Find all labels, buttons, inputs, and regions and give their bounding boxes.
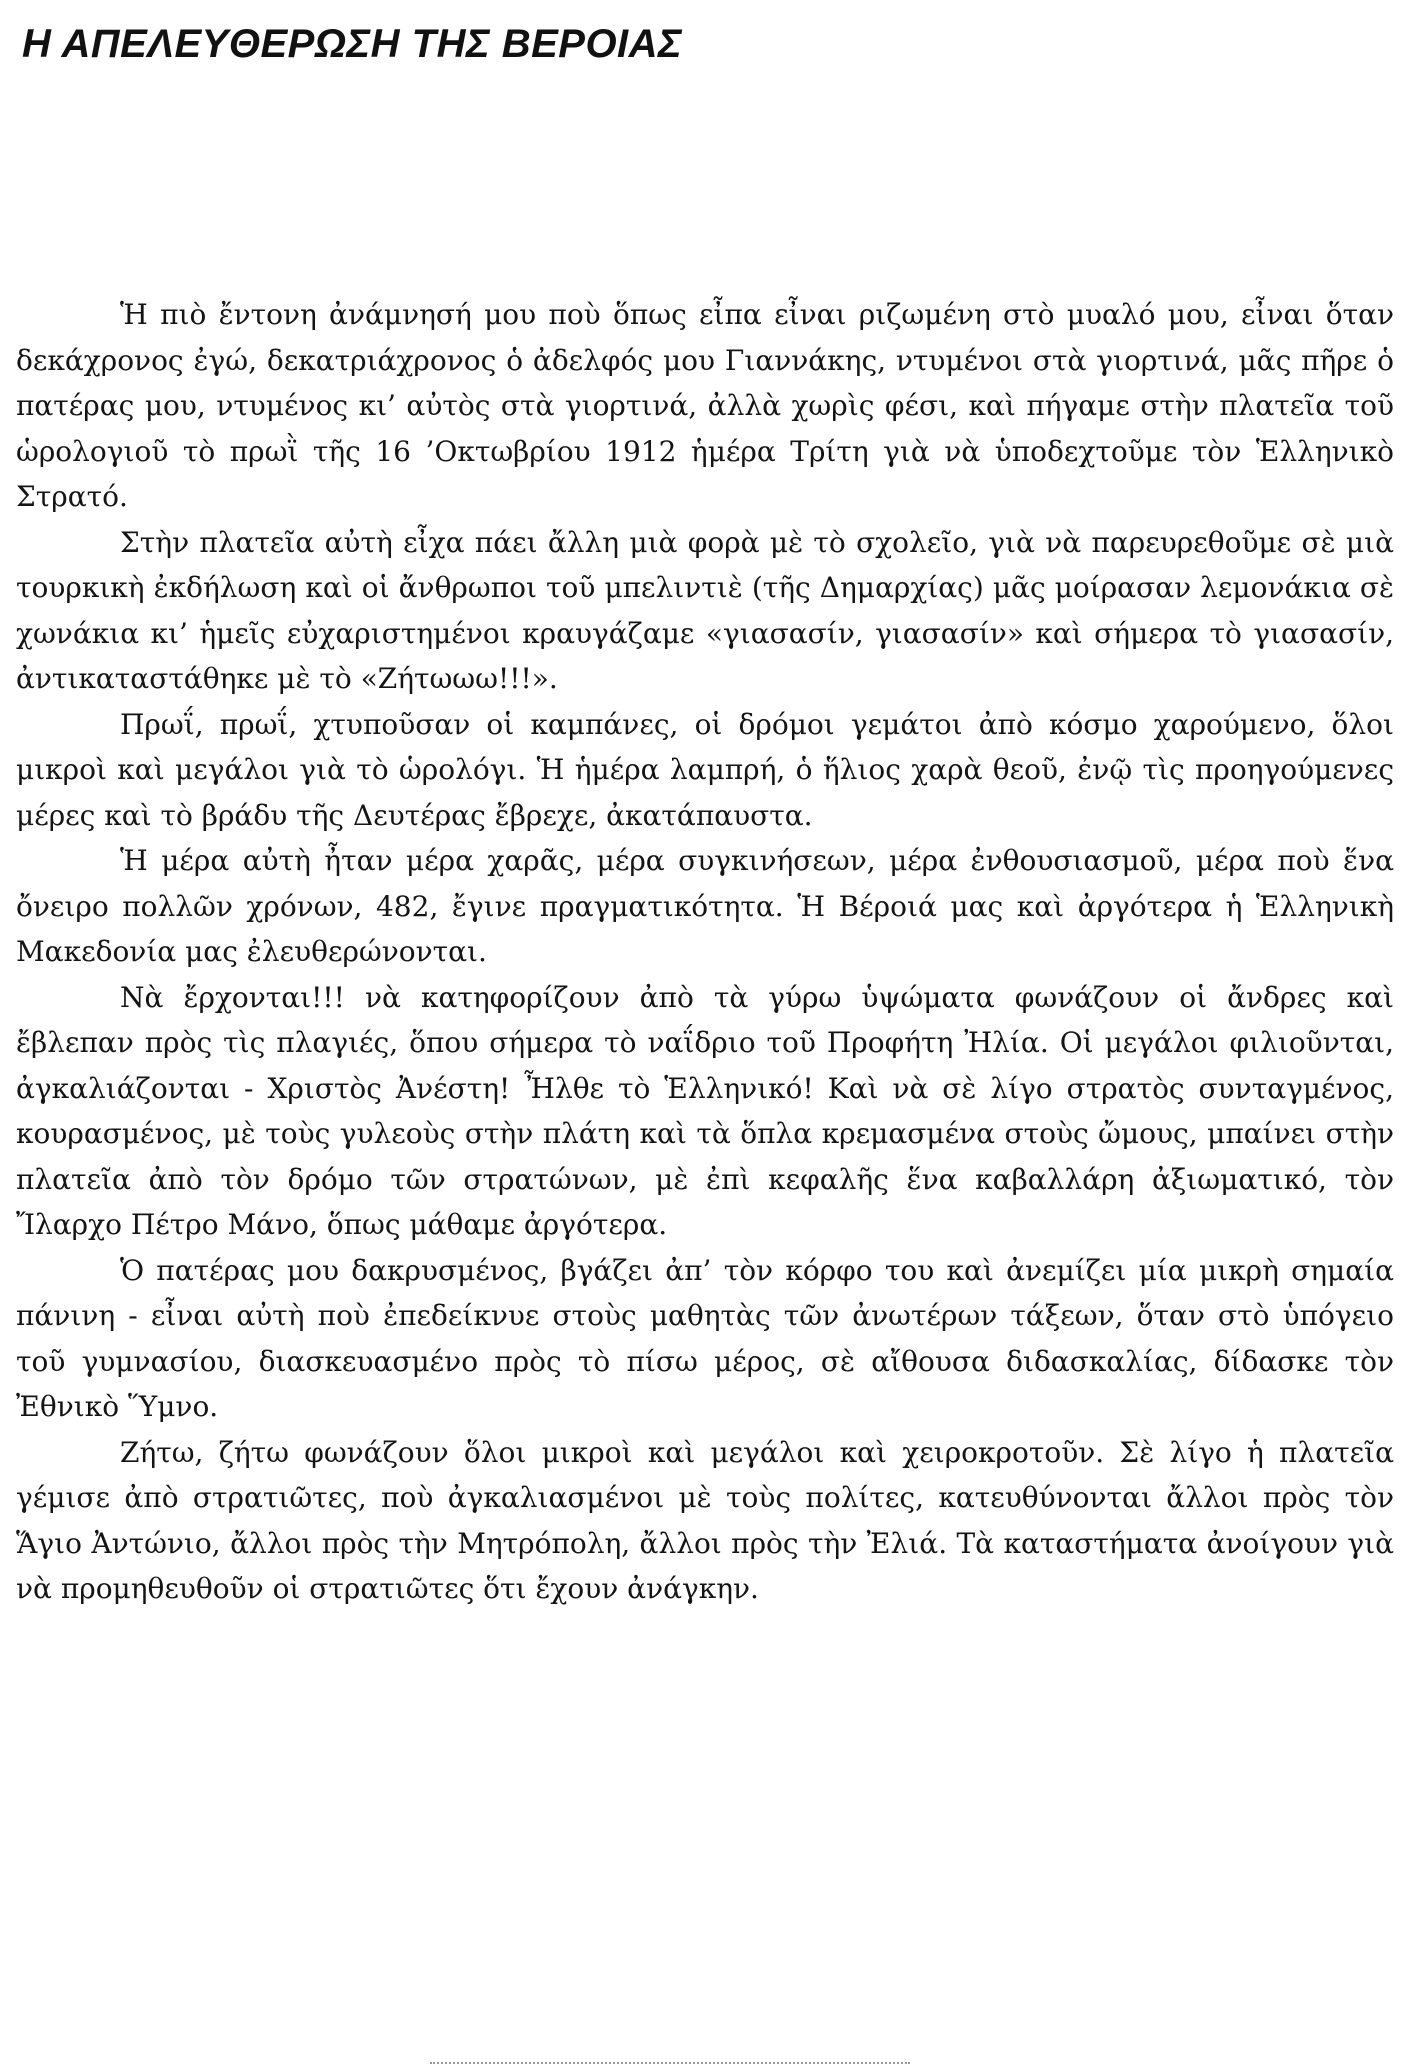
paragraph-6: Ὁ πατέρας μου δακρυσμένος, βγάζει ἀπ’ τὸν κόρφο του καὶ ἀνεμίζει μία μικρὴ σημαία πάνινη - εἶναι αὐτὴ ποὺ ἐπεδείκνυε στοὺς μαθητὰς τῶν ἀνωτέρων τάξεων, ὅταν στὸ ὑπόγειο τοῦ γυμνασίου, διασκευασμένο πρὸς τὸ πίσω μέρος, σὲ αἴθουσα διδασκαλίας, δίδασκε τὸν Ἐθνικὸ Ὕμνο. bbox=[16, 1253, 1394, 1423]
paragraph-2: Στὴν πλατεῖα αὐτὴ εἶχα πάει ἄλλη μιὰ φορὰ μὲ τὸ σχολεῖο, γιὰ νὰ παρευρεθοῦμε σὲ μιὰ τουρκικὴ ἐκδήλωση καὶ οἱ ἄνθρωποι τοῦ μπελιντιὲ (τῆς Δημαρχίας) μᾶς μοίρασαν λεμονάκια σὲ χωνάκια κι’ ἡμεῖς εὐχαριστημένοι κραυγάζαμε «γιασασίν, γιασασίν» καὶ σήμερα τὸ γιασασίν, ἀντικαταστάθηκε μὲ τὸ «Ζήτωωω!!!». bbox=[16, 525, 1394, 695]
page-title: Η ΑΠΕΛΕΥΘΕΡΩΣΗ ΤΗΣ ΒΕΡΟΙΑΣ bbox=[22, 22, 683, 66]
body-text bbox=[16, 292, 1394, 1612]
paragraph-5: Νὰ ἔρχονται!!! νὰ κατηφορίζουν ἀπὸ τὰ γύρω ὑψώματα φωνάζουν οἱ ἄνδρες καὶ ἔβλεπαν πρὸς τὶς πλαγιές, ὅπου σήμερα τὸ ναΐδριο τοῦ Προφήτη Ἠλία. Οἱ μεγάλοι φιλιοῦνται, ἀγκαλιάζονται - Χριστὸς Ἀνέστη! Ἦλθε τὸ Ἑλληνικό! Καὶ νὰ σὲ λίγο στρατὸς συνταγμένος, κουρασμένος, μὲ τοὺς γυλεοὺς στὴν πλάτη καὶ τὰ ὅπλα κρεμασμένα στοὺς ὤμους, μπαίνει στὴν πλατεῖα ἀπὸ τὸν δρόμο τῶν στρατώνων, μὲ ἐπὶ κεφαλῆς ἕνα καβαλλάρη ἀξιωματικό, τὸν Ἴλαρχο Πέτρο Μάνο, ὅπως μάθαμε ἀργότερα. bbox=[16, 980, 1394, 1241]
paragraph-7: Ζήτω, ζήτω φωνάζουν ὅλοι μικροὶ καὶ μεγάλοι καὶ χειροκροτοῦν. Σὲ λίγο ἡ πλατεῖα γέμισε ἀπὸ στρατιῶτες, ποὺ ἀγκαλιασμένοι μὲ τοὺς πολίτες, κατευθύνονται ἄλλοι πρὸς τὸν Ἅγιο Ἀντώνιο, ἄλλοι πρὸς τὴν Μητρόπολη, ἄλλοι πρὸς τὴν Ἐλιά. Τὰ καταστήματα ἀνοίγουν γιὰ νὰ προμηθευθοῦν οἱ στρατιῶτες ὅτι ἔχουν ἀνάγκην. bbox=[16, 1435, 1394, 1605]
paragraph-1: Ἡ πιὸ ἔντονη ἀνάμνησή μου ποὺ ὅπως εἶπα εἶναι ριζωμένη στὸ μυαλό μου, εἶναι ὅταν δεκάχρονος ἐγώ, δεκατριάχρονος ὁ ἀδελφός μου Γιαννάκης, ντυμένοι στὰ γιορτινά, μᾶς πῆρε ὁ πατέρας μου, ντυμένος κι’ αὐτὸς στὰ γιορτινά, ἀλλὰ χωρὶς φέσι, καὶ πήγαμε στὴν πλατεῖα τοῦ ὡρολογιοῦ τὸ πρωῒ τῆς 16 ’Οκτωβρίου 1912 ἡμέρα Τρίτη γιὰ νὰ ὑποδεχτοῦμε τὸν Ἑλληνικὸ Στρατό. bbox=[16, 298, 1394, 513]
paragraph-4: Ἡ μέρα αὐτὴ ἦταν μέρα χαρᾶς, μέρα συγκινήσεων, μέρα ἐνθουσιασμοῦ, μέρα ποὺ ἕνα ὄνειρο πολλῶν χρόνων, 482, ἔγινε πραγματικότητα. Ἡ Βέροιά μας καὶ ἀργότερα ἡ Ἑλληνικὴ Μακεδονία μας ἐλευθερώνονται. bbox=[16, 844, 1394, 968]
scan-edge-divider bbox=[430, 2062, 910, 2064]
paragraph-3: Πρωΐ, πρωΐ, χτυποῦσαν οἱ καμπάνες, οἱ δρόμοι γεμάτοι ἀπὸ κόσμο χαρούμενο, ὅλοι μικροὶ καὶ μεγάλοι γιὰ τὸ ὡρολόγι. Ἡ ἡμέρα λαμπρή, ὁ ἥλιος χαρὰ θεοῦ, ἐνῷ τὶς προηγούμενες μέρες καὶ τὸ βράδυ τῆς Δευτέρας ἔβρεχε, ἀκατάπαυστα. bbox=[16, 707, 1394, 832]
